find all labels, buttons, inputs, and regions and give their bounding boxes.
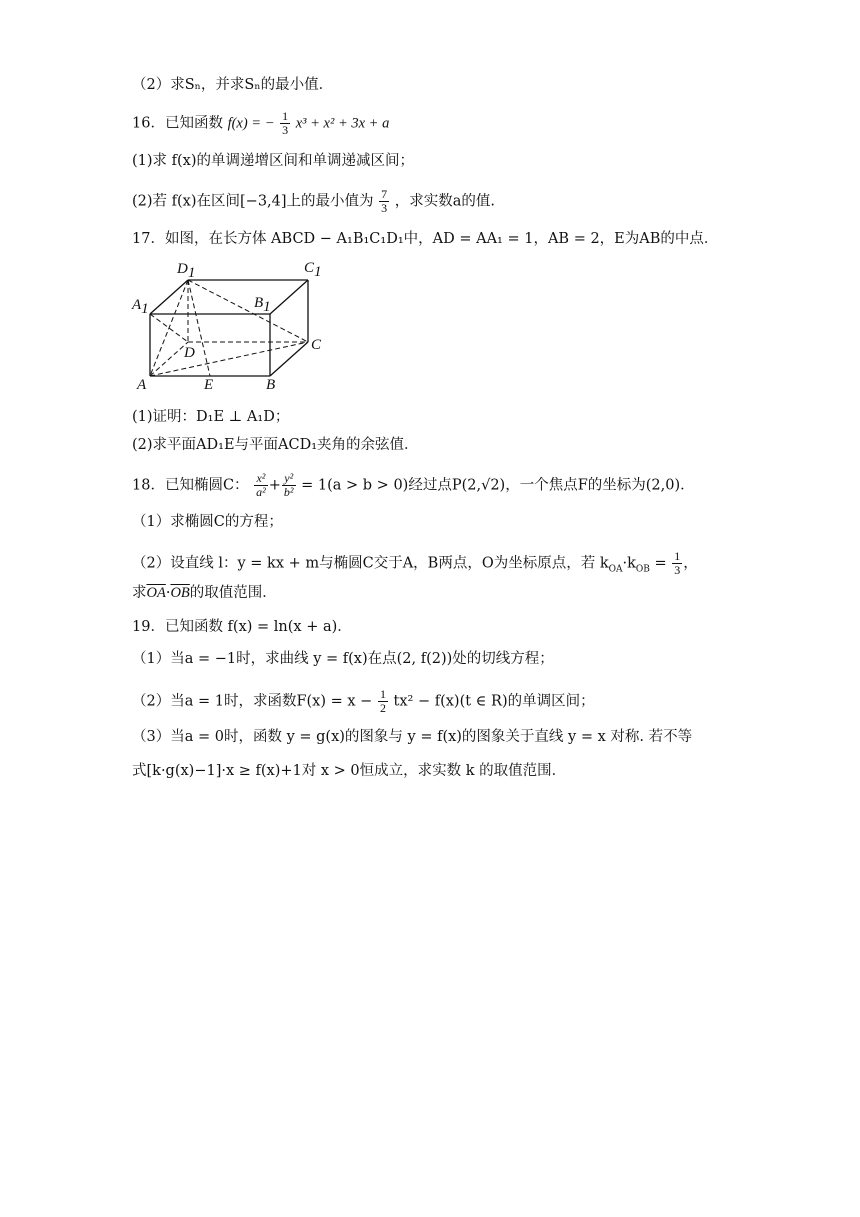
question-15-part-2: （2）求Sₙ，并求Sₙ的最小值．: [132, 77, 334, 93]
q16-p2-den: 3: [381, 201, 388, 215]
q18-p2-num: 1: [674, 549, 681, 563]
question-16-part-1: (1)求 f(x)的单调递增区间和单调递减区间；: [132, 153, 415, 169]
q18-p2-fraction: [672, 550, 682, 577]
edge-b-c: [270, 342, 308, 376]
q18-dot: ·: [165, 585, 171, 601]
q18-p2-den: 3: [674, 563, 681, 577]
question-19-part-1: （1）当a = −1时，求曲线 y = f(x)在点(2, f(2))处的切线方程；: [132, 651, 554, 667]
q18-p2-b: ·k: [622, 555, 636, 572]
question-18-part-1: （1）求椭圆C的方程；: [132, 514, 283, 530]
label-b1: B1: [254, 295, 271, 315]
edge-a-d: [150, 342, 188, 376]
q18-y-den: b²: [283, 485, 294, 499]
label-c1: C1: [304, 260, 322, 280]
question-18-stem: 18．已知椭圆C： $\frac{\text{x²}}{\text{a²}}$ + $\frac{\text{y²}}{\text{b²}}$ = 1(a > b > 0)经过点P(2,√2)，一个焦点F的坐标为(2,0)．: [132, 471, 695, 499]
q19-p2-den: 2: [379, 701, 386, 715]
line-d1-c: [188, 280, 308, 342]
q18-sub-ob: OB: [635, 564, 650, 575]
line-d1-e: [188, 280, 210, 376]
question-19-part-2: [132, 688, 595, 715]
q18-y-num: y²: [282, 472, 296, 486]
line-a-c: [150, 342, 308, 376]
question-16-stem: [132, 110, 389, 137]
q18-sub-oa: OA: [608, 564, 623, 575]
q18-p2-a: （2）设直线 l：y = kx + m与椭圆C交于A，B两点，O为坐标原点，若 k: [132, 555, 609, 572]
label-a: A: [137, 377, 147, 392]
q16-p2-fraction: [379, 188, 389, 215]
q18-p2-end: ，: [683, 555, 698, 572]
q18-line2-a: 求: [132, 585, 147, 601]
q19-p2-a: （2）当a = 1时，求函数F(x) = x −: [132, 693, 373, 710]
q16-prefix: 16．已知函数: [132, 115, 223, 132]
line-d1-a: [150, 280, 188, 376]
q18-x-den: a²: [256, 485, 266, 499]
q16-p2-b: ，求实数a的值.: [394, 193, 496, 210]
q18-y-fraction: [282, 472, 296, 499]
question-17-stem: 17．如图，在长方体 ABCD − A₁B₁C₁D₁中，AD = AA₁ = 1，AB = 2，E为AB的中点．: [132, 231, 719, 247]
q16-func: f(x) = −: [227, 115, 275, 132]
q16-frac-num: 1: [282, 109, 289, 123]
edge-a1-d1: [150, 280, 188, 314]
q16-func-rest: x³ + x² + 3x + a: [295, 115, 390, 132]
label-b: B: [266, 377, 276, 392]
label-d: D: [184, 345, 195, 361]
q18-line2-b: 的取值范围．: [189, 585, 277, 601]
vector-oa: $\overline{OA}$: [146, 585, 166, 601]
q19-p2-fraction: [378, 688, 388, 715]
question-17-part-2: (2)求平面AD₁E与平面ACD₁夹角的余弦值．: [132, 437, 419, 453]
question-16-part-2: [132, 188, 495, 215]
question-19-stem: 19．已知函数 f(x) = ln(x + a)．: [132, 619, 352, 635]
q19-p2-num: 1: [379, 687, 386, 701]
q18-stem-rest: = 1(a > b > 0)经过点P(2,√2)，一个焦点F的坐标为(2,0)．: [301, 477, 695, 494]
q18-x-fraction: [254, 472, 268, 499]
q18-p2-c: =: [649, 555, 672, 572]
question-19-part-3-line-2: 式[k·g(x)−1]·x ≥ f(x)+1对 x > 0恒成立，求实数 k 的取值范围．: [132, 763, 567, 779]
question-19-part-3-line-1: （3）当a = 0时，函数 y = g(x)的图象与 y = f(x)的图象关于直线 y = x 对称. 若不等: [132, 729, 693, 745]
question-17-part-1: (1)证明：D₁E ⊥ A₁D；: [132, 409, 290, 425]
q16-frac-den: 3: [282, 123, 289, 137]
q16-p2-a: (2)若 f(x)在区间[−3,4]上的最小值为: [132, 193, 374, 210]
cuboid-figure: [128, 256, 328, 392]
label-e: E: [204, 377, 214, 392]
label-d1: D1: [177, 261, 196, 281]
q18-prefix: 18．已知椭圆C：: [132, 477, 249, 494]
question-18-part-2-line-2: [132, 582, 277, 604]
q18-x-num: x²: [254, 472, 268, 486]
label-a1: A1: [132, 297, 149, 317]
question-18-part-2: [132, 550, 698, 580]
edge-b1-c1: [270, 280, 308, 314]
q16-p2-num: 7: [381, 187, 388, 201]
q16-fraction: [280, 110, 290, 137]
label-c: C: [311, 337, 322, 353]
q19-p2-b: tx² − f(x)(t ∈ R)的单调区间；: [393, 693, 595, 710]
vector-ob: $\overline{OB}$: [170, 585, 190, 601]
